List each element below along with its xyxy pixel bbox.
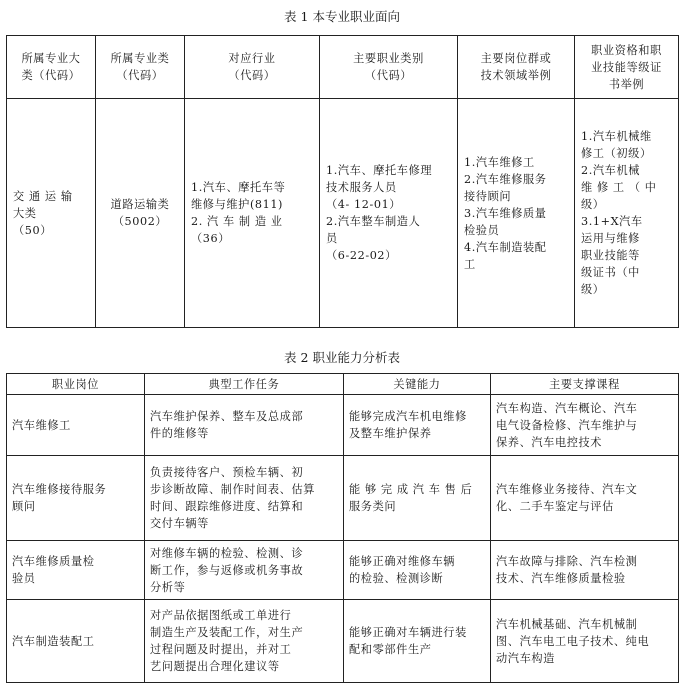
table-cell	[7, 541, 145, 600]
cell-text-line: 汽车维修业务接待、汽车文	[496, 483, 638, 496]
cell-text-line: （50）	[13, 223, 53, 237]
cell-text-line: 2. 汽 车 制 造 业	[191, 215, 283, 228]
cell-text-line: 汽车制造装配工	[12, 634, 95, 648]
cell-text-line: 断工作，参与返修或机务事故	[150, 563, 304, 577]
table1-data-row	[7, 99, 679, 328]
cell-text-line: 对维修车辆的检验、检测、诊	[150, 546, 304, 560]
table2-header-row	[7, 374, 679, 395]
header-cell: 职业岗位	[7, 374, 145, 395]
cell-text-line: 顾问	[12, 500, 36, 513]
table-cell	[344, 541, 491, 600]
cell-text-line: 技术服务人员	[326, 181, 397, 194]
cell-text-line: 大类	[13, 206, 37, 220]
cell-text-line: 所属专业类	[110, 52, 170, 65]
cell-text-line: 过程问题及时提出，并对工	[150, 643, 292, 656]
cell-text-line: 及整车维护保养	[349, 427, 432, 440]
cell-text-line: 对产品依据图纸或工单进行	[150, 609, 292, 622]
cell-text-line: 4.汽车制造装配	[464, 240, 547, 254]
table-cell	[145, 456, 344, 541]
cell-text-line: 能够正确对维修车辆	[349, 555, 456, 568]
cell-text-line: 验员	[12, 572, 36, 585]
cell-text-line: 汽车维护保养、整车及总成部	[150, 410, 304, 423]
cell-text-line: 配和零部件生产	[349, 643, 432, 656]
table-cell	[145, 395, 344, 456]
cell-text-line: 修工（初级）	[581, 147, 652, 160]
table-cell	[344, 395, 491, 456]
cell-text-line: 保养、汽车电控技术	[496, 435, 603, 449]
cell-text-line: 图、汽车电工电子技术、纯电	[496, 634, 650, 648]
cell-text-line: 主要岗位群或	[480, 52, 552, 65]
cell-text-line: 运用与维修	[581, 232, 640, 245]
cell-text-line: 1.汽车、摩托车等	[191, 181, 286, 194]
table2-caption: 表 2 职业能力分析表	[284, 350, 400, 365]
header-cell	[458, 36, 575, 99]
cell-text-line: （36）	[191, 232, 231, 245]
cell-text-line: 2.汽车维修服务	[464, 172, 547, 186]
header-cell	[7, 36, 96, 99]
table-cell	[320, 99, 458, 328]
header-cell	[185, 36, 320, 99]
cell-text-line: （4- 12-01）	[326, 198, 402, 211]
cell-text-line: 检验员	[464, 223, 500, 237]
table-cell	[7, 456, 145, 541]
cell-text-line: 技术、汽车维修质量检验	[496, 572, 626, 585]
table-cell	[491, 395, 679, 456]
cell-text-line: （6-22-02）	[326, 249, 397, 262]
cell-text-line: 维修与维护(811)	[191, 198, 284, 211]
cell-text-line: 交付车辆等	[150, 517, 209, 530]
cell-text-line: 1.汽车机械维	[581, 130, 652, 143]
cell-text-line: 道路运输类	[110, 198, 170, 211]
table-cell	[491, 600, 679, 683]
cell-text-line: 步诊断故障、制作时间表、估算	[150, 483, 316, 496]
cell-text-line: 时间、跟踪维修进度、结算和	[150, 500, 304, 513]
cell-text-line: 工	[464, 257, 476, 271]
cell-text-line: （代码）	[228, 69, 276, 82]
header-cell	[575, 36, 679, 99]
cell-text-line: 汽车机械基础、汽车机械制	[496, 617, 638, 631]
cell-text-line: 服务类问	[349, 500, 397, 513]
cell-text-line: 1.汽车维修工	[464, 155, 535, 169]
table-cell	[7, 600, 145, 683]
cell-text-line: 级）	[581, 283, 605, 296]
cell-text-line: 动汽车构造	[496, 651, 555, 665]
cell-text-line: 件的维修等	[150, 427, 209, 440]
table-cell	[491, 456, 679, 541]
cell-text-line: 汽车维修工	[12, 418, 71, 432]
header-cell	[320, 36, 458, 99]
table1-caption: 表 1 本专业职业面向	[284, 9, 400, 24]
table-cell	[7, 99, 96, 328]
cell-text-line: 艺问题提出合理化建议等	[150, 660, 280, 673]
table-cell	[575, 99, 679, 328]
cell-text-line: 员	[326, 232, 338, 245]
cell-text-line: 类（代码）	[21, 69, 81, 82]
cell-text-line: 的检验、检测诊断	[349, 572, 444, 585]
table-cell	[458, 99, 575, 328]
cell-text-line: 2.汽车整车制造人	[326, 215, 421, 228]
cell-text-line: 书举例	[608, 77, 645, 91]
cell-text-line: （代码）	[116, 69, 164, 82]
cell-text-line: 汽车构造、汽车概论、汽车	[496, 401, 638, 415]
cell-text-line: （5002）	[112, 215, 168, 228]
cell-text-line: 级）	[581, 198, 605, 211]
cell-text-line: 2.汽车机械	[581, 164, 641, 177]
cell-text-line: 能够完成汽车机电维修	[349, 410, 467, 423]
table-row	[7, 456, 679, 541]
cell-text-line: 负责接待客户、预检车辆、初	[150, 466, 304, 479]
table-cell	[145, 600, 344, 683]
cell-text-line: 级证书（中	[581, 266, 640, 279]
cell-text-line: 汽车维修质量检	[12, 555, 95, 568]
cell-text-line: 制造生产及装配工作，对生产	[150, 626, 304, 639]
cell-text-line: 汽车维修接待服务	[12, 483, 107, 496]
cell-text-line: 职业技能等	[581, 249, 640, 262]
occupation-orientation-table	[6, 35, 679, 328]
cell-text-line: 能 够 完 成 汽 车 售 后	[349, 483, 473, 496]
table-row	[7, 600, 679, 683]
cell-text-line: 职业资格和职	[591, 43, 662, 57]
table-row	[7, 395, 679, 456]
table-cell	[491, 541, 679, 600]
header-cell: 关键能力	[344, 374, 491, 395]
cell-text-line: （代码）	[364, 69, 413, 82]
cell-text-line: 业技能等级证	[591, 60, 662, 74]
table-cell	[344, 456, 491, 541]
cell-text-line: 能够正确对车辆进行装	[349, 626, 467, 639]
table-cell	[145, 541, 344, 600]
cell-text-line: 交 通 运 输	[13, 189, 73, 203]
cell-text-line: 接待顾问	[464, 189, 512, 203]
cell-text-line: 3.1+X汽车	[581, 215, 643, 228]
cell-text-line: 维 修 工 （ 中	[581, 181, 657, 194]
table-cell	[185, 99, 320, 328]
header-cell	[96, 36, 185, 99]
cell-text-line: 汽车故障与排除、汽车检测	[496, 555, 638, 568]
table-cell	[96, 99, 185, 328]
cell-text-line: 1.汽车、摩托车修理	[326, 164, 433, 177]
cell-text-line: 分析等	[150, 580, 186, 594]
cell-text-line: 化、二手车鉴定与评估	[496, 500, 614, 513]
ability-analysis-table	[6, 373, 679, 683]
table1-header-row	[7, 36, 679, 99]
header-cell: 典型工作任务	[145, 374, 344, 395]
header-cell: 主要支撑课程	[491, 374, 679, 395]
table-row	[7, 541, 679, 600]
table-cell	[7, 395, 145, 456]
cell-text-line: 电气设备检修、汽车维护与	[496, 418, 638, 432]
cell-text-line: 技术领域举例	[480, 69, 552, 82]
table-cell	[344, 600, 491, 683]
cell-text-line: 对应行业	[228, 52, 276, 65]
cell-text-line: 所属专业大	[21, 52, 81, 65]
cell-text-line: 3.汽车维修质量	[464, 206, 547, 220]
cell-text-line: 主要职业类别	[353, 52, 424, 65]
